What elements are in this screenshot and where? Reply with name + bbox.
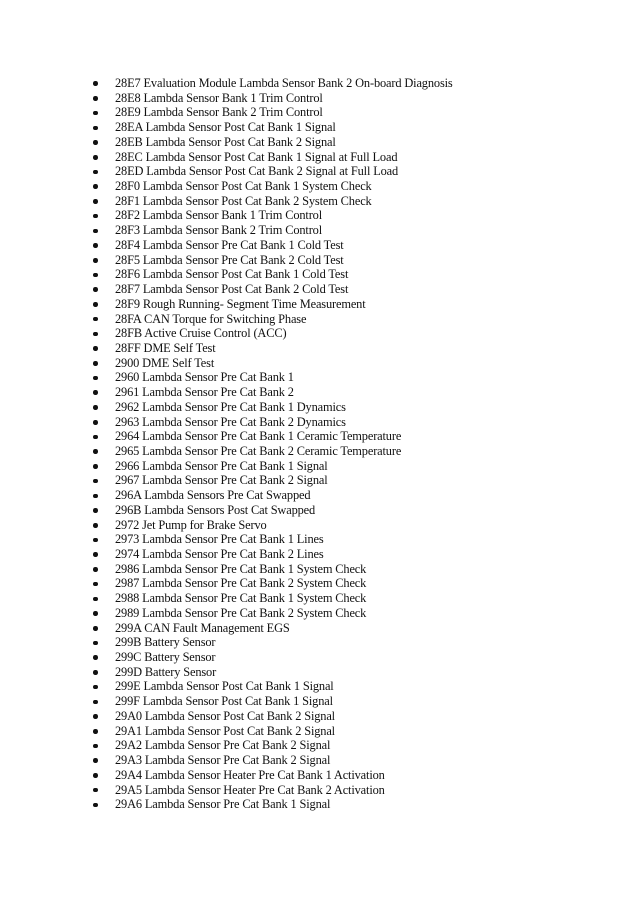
bullet-icon <box>93 126 98 131</box>
fault-code-text: 2963 Lambda Sensor Pre Cat Bank 2 Dynamics <box>115 414 346 429</box>
bullet-icon <box>93 744 98 749</box>
list-item <box>93 665 613 680</box>
bullet-icon <box>93 361 98 366</box>
list-item <box>93 694 613 709</box>
bullet-icon <box>93 199 98 204</box>
bullet-icon <box>93 582 98 587</box>
bullet-icon <box>93 552 98 557</box>
bullet-icon <box>93 287 98 292</box>
fault-code-text: 2966 Lambda Sensor Pre Cat Bank 1 Signal <box>115 458 328 473</box>
list-item <box>93 488 613 503</box>
fault-code-text: 28EB Lambda Sensor Post Cat Bank 2 Signal <box>115 134 336 149</box>
list-item <box>93 444 613 459</box>
list-item <box>93 91 613 106</box>
bullet-icon <box>93 435 98 440</box>
bullet-icon <box>93 140 98 145</box>
fault-code-text: 28F9 Rough Running- Segment Time Measurement <box>115 296 366 311</box>
bullet-icon <box>93 390 98 395</box>
fault-code-text: 2986 Lambda Sensor Pre Cat Bank 1 System Check <box>115 561 367 576</box>
list-item <box>93 385 613 400</box>
list-item <box>93 650 613 665</box>
fault-code-text: 2960 Lambda Sensor Pre Cat Bank 1 <box>115 370 294 385</box>
bullet-icon <box>93 655 98 660</box>
bullet-icon <box>93 346 98 351</box>
bullet-icon <box>93 523 98 528</box>
bullet-icon <box>93 611 98 616</box>
list-item <box>93 120 613 135</box>
bullet-icon <box>93 685 98 690</box>
bullet-icon <box>93 317 98 322</box>
fault-code-text: 2961 Lambda Sensor Pre Cat Bank 2 <box>115 385 294 400</box>
list-item <box>93 105 613 120</box>
list-item <box>93 473 613 488</box>
fault-code-text: 28F2 Lambda Sensor Bank 1 Trim Control <box>115 208 323 223</box>
bullet-icon <box>93 420 98 425</box>
list-item <box>93 341 613 356</box>
bullet-icon <box>93 243 98 248</box>
bullet-icon <box>93 508 98 513</box>
list-item <box>93 606 613 621</box>
list-item <box>93 150 613 165</box>
bullet-icon <box>93 405 98 410</box>
bullet-icon <box>93 803 98 808</box>
bullet-icon <box>93 214 98 219</box>
fault-code-text: 29A0 Lambda Sensor Post Cat Bank 2 Signal <box>115 708 335 723</box>
bullet-icon <box>93 332 98 337</box>
fault-code-text: 2987 Lambda Sensor Pre Cat Bank 2 System Check <box>115 576 367 591</box>
bullet-icon <box>93 302 98 307</box>
bullet-icon <box>93 81 98 86</box>
list-item <box>93 562 613 577</box>
fault-code-text: 29A2 Lambda Sensor Pre Cat Bank 2 Signal <box>115 738 331 753</box>
fault-code-text: 28F6 Lambda Sensor Post Cat Bank 1 Cold Test <box>115 267 349 282</box>
fault-code-text: 28F0 Lambda Sensor Post Cat Bank 1 System Check <box>115 179 372 194</box>
bullet-icon <box>93 758 98 763</box>
fault-code-text: 29A5 Lambda Sensor Heater Pre Cat Bank 2 Activation <box>115 782 385 797</box>
list-item <box>93 576 613 591</box>
fault-code-text: 28ED Lambda Sensor Post Cat Bank 2 Signal at Full Load <box>115 164 399 179</box>
bullet-icon <box>93 184 98 189</box>
list-item <box>93 135 613 150</box>
fault-code-text: 2972 Jet Pump for Brake Servo <box>115 517 267 532</box>
list-item <box>93 179 613 194</box>
fault-code-text: 2967 Lambda Sensor Pre Cat Bank 2 Signal <box>115 473 328 488</box>
bullet-icon <box>93 96 98 101</box>
list-item <box>93 312 613 327</box>
bullet-icon <box>93 773 98 778</box>
bullet-icon <box>93 155 98 160</box>
bullet-icon <box>93 479 98 484</box>
fault-code-text: 2964 Lambda Sensor Pre Cat Bank 1 Ceramic Temperature <box>115 429 402 444</box>
list-item <box>93 370 613 385</box>
bullet-icon <box>93 258 98 263</box>
fault-code-text: 29A6 Lambda Sensor Pre Cat Bank 1 Signal <box>115 797 331 812</box>
list-item <box>93 223 613 238</box>
bullet-icon <box>93 597 98 602</box>
list-item <box>93 194 613 209</box>
list-item <box>93 429 613 444</box>
bullet-icon <box>93 700 98 705</box>
list-item <box>93 76 613 91</box>
fault-code-text: 28F4 Lambda Sensor Pre Cat Bank 1 Cold Test <box>115 237 344 252</box>
bullet-icon <box>93 626 98 631</box>
fault-code-text: 299F Lambda Sensor Post Cat Bank 1 Signal <box>115 694 333 709</box>
list-item <box>93 797 613 812</box>
bullet-icon <box>93 641 98 646</box>
fault-code-text: 28E9 Lambda Sensor Bank 2 Trim Control <box>115 105 323 120</box>
bullet-icon <box>93 567 98 572</box>
fault-code-text: 28E8 Lambda Sensor Bank 1 Trim Control <box>115 90 323 105</box>
bullet-icon <box>93 449 98 454</box>
list-item <box>93 326 613 341</box>
list-item <box>93 591 613 606</box>
list-item <box>93 635 613 650</box>
fault-code-text: 299C Battery Sensor <box>115 650 216 665</box>
bullet-icon <box>93 538 98 543</box>
list-item <box>93 208 613 223</box>
list-item <box>93 356 613 371</box>
fault-code-text: 28F5 Lambda Sensor Pre Cat Bank 2 Cold Test <box>115 252 344 267</box>
fault-code-text: 29A3 Lambda Sensor Pre Cat Bank 2 Signal <box>115 753 331 768</box>
list-item <box>93 282 613 297</box>
list-item <box>93 679 613 694</box>
list-item <box>93 709 613 724</box>
list-item <box>93 238 613 253</box>
fault-code-text: 2989 Lambda Sensor Pre Cat Bank 2 System Check <box>115 605 367 620</box>
fault-code-text: 2900 DME Self Test <box>115 355 215 370</box>
list-item <box>93 768 613 783</box>
fault-code-text: 28FF DME Self Test <box>115 340 216 355</box>
fault-code-text: 299A CAN Fault Management EGS <box>115 620 290 635</box>
list-item <box>93 621 613 636</box>
bullet-icon <box>93 494 98 499</box>
fault-code-text: 2965 Lambda Sensor Pre Cat Bank 2 Ceramic Temperature <box>115 443 402 458</box>
list-item <box>93 547 613 562</box>
fault-code-text: 299E Lambda Sensor Post Cat Bank 1 Signal <box>115 679 334 694</box>
fault-code-text: 28F3 Lambda Sensor Bank 2 Trim Control <box>115 223 323 238</box>
fault-code-list <box>93 76 613 812</box>
bullet-icon <box>93 714 98 719</box>
bullet-icon <box>93 788 98 793</box>
bullet-icon <box>93 229 98 234</box>
fault-code-text: 28EA Lambda Sensor Post Cat Bank 1 Signal <box>115 120 336 135</box>
bullet-icon <box>93 464 98 469</box>
list-item <box>93 724 613 739</box>
bullet-icon <box>93 729 98 734</box>
list-item <box>93 518 613 533</box>
list-item <box>93 267 613 282</box>
fault-code-text: 2973 Lambda Sensor Pre Cat Bank 1 Lines <box>115 532 324 547</box>
list-item <box>93 503 613 518</box>
fault-code-text: 29A4 Lambda Sensor Heater Pre Cat Bank 1 Activation <box>115 767 385 782</box>
fault-code-text: 299B Battery Sensor <box>115 635 216 650</box>
fault-code-text: 2974 Lambda Sensor Pre Cat Bank 2 Lines <box>115 547 324 561</box>
list-item <box>93 253 613 268</box>
bullet-icon <box>93 170 98 175</box>
fault-code-text: 296A Lambda Sensors Pre Cat Swapped <box>115 488 311 503</box>
fault-code-text: 299D Battery Sensor <box>115 664 217 679</box>
bullet-icon <box>93 376 98 381</box>
list-item <box>93 738 613 753</box>
bullet-icon <box>93 670 98 675</box>
list-item <box>93 532 613 547</box>
list-item <box>93 459 613 474</box>
list-item <box>93 400 613 415</box>
fault-code-text: 28FB Active Cruise Control (ACC) <box>115 326 287 341</box>
fault-code-text: 28E7 Evaluation Module Lambda Sensor Bank 2 On-board Diagnosis <box>115 76 453 90</box>
fault-code-text: 29A1 Lambda Sensor Post Cat Bank 2 Signal <box>115 723 335 738</box>
list-item <box>93 297 613 312</box>
list-item <box>93 415 613 430</box>
fault-code-text: 296B Lambda Sensors Post Cat Swapped <box>115 502 316 517</box>
fault-code-text: 28F1 Lambda Sensor Post Cat Bank 2 System Check <box>115 193 372 208</box>
list-item <box>93 753 613 768</box>
fault-code-text: 28F7 Lambda Sensor Post Cat Bank 2 Cold Test <box>115 282 349 297</box>
list-item <box>93 783 613 798</box>
bullet-icon <box>93 273 98 278</box>
fault-code-text: 28FA CAN Torque for Switching Phase <box>115 311 307 326</box>
fault-code-text: 2962 Lambda Sensor Pre Cat Bank 1 Dynamics <box>115 399 346 414</box>
fault-code-text: 2988 Lambda Sensor Pre Cat Bank 1 System Check <box>115 591 367 606</box>
list-item <box>93 164 613 179</box>
bullet-icon <box>93 111 98 116</box>
fault-code-text: 28EC Lambda Sensor Post Cat Bank 1 Signal at Full Load <box>115 149 398 164</box>
